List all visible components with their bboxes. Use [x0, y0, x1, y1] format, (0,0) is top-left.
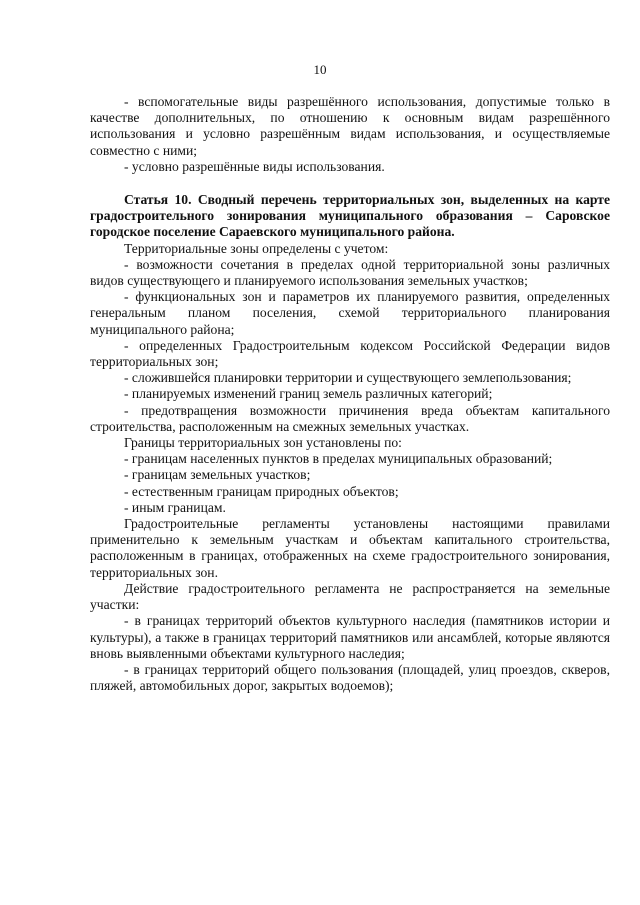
list-item: - функциональных зон и параметров их планируемого развития, определенных генеральным планом поселения, схемой территориального планирования муниципального района; — [90, 289, 610, 337]
list-item: - определенных Градостроительным кодексом Российской Федерации видов территориальных зон; — [90, 337, 610, 370]
paragraph: Действие градостроительного регламента не распространяется на земельные участки: — [90, 580, 610, 613]
spacer — [90, 175, 610, 192]
list-item: - в границах территорий объектов культурного наследия (памятников истории и культуры), а также в границах территорий памятников или ансамблей, которые являются вновь выявленными объектами культурного наследия; — [90, 613, 610, 661]
paragraph: Территориальные зоны определены с учетом: — [124, 240, 389, 256]
list-item: - планируемых изменений границ земель различных категорий; — [124, 386, 493, 402]
paragraph: - условно разрешённые виды использования. — [124, 158, 385, 174]
list-item: - возможности сочетания в пределах одной территориальной зоны различных видов существующего и планируемого использования земельных участков; — [90, 256, 610, 289]
paragraph: - вспомогательные виды разрешённого использования, допустимые только в качестве дополнительных, по отношению к основным видам разрешённого использования и условно разрешённым видам использования, и осуществляемые совместно с ними; — [90, 94, 610, 158]
list-item: - естественным границам природных объектов; — [124, 483, 399, 499]
paragraph: Градостроительные регламенты установлены настоящими правилами применительно к земельным участкам и объектам капитального строительства, расположенным в границах, отображенных на схеме градостроительного зонирования, территориальных зон. — [90, 516, 610, 580]
list-item: - предотвращения возможности причинения вреда объектам капитального строительства, расположенным на смежных земельных участках. — [90, 402, 610, 434]
list-item: - границам населенных пунктов в пределах муниципальных образований; — [124, 451, 553, 467]
list-item: - сложившейся планировки территории и существующего землепользования; — [124, 370, 572, 386]
document-body — [90, 94, 610, 694]
list-item: - иным границам. — [124, 499, 226, 515]
page-number: 10 — [313, 62, 327, 77]
article-heading: Статья 10. Сводный перечень территориальных зон, выделенных на карте градостроительного зонирования муниципального образования – Саровское городское поселение Сараевского муниципального района. — [90, 192, 610, 240]
list-item: - в границах территорий общего пользования (площадей, улиц проездов, скверов, пляжей, автомобильных дорог, закрытых водоемов); — [90, 661, 610, 694]
list-item: - границам земельных участков; — [124, 467, 311, 483]
paragraph: Границы территориальных зон установлены по: — [124, 435, 402, 451]
